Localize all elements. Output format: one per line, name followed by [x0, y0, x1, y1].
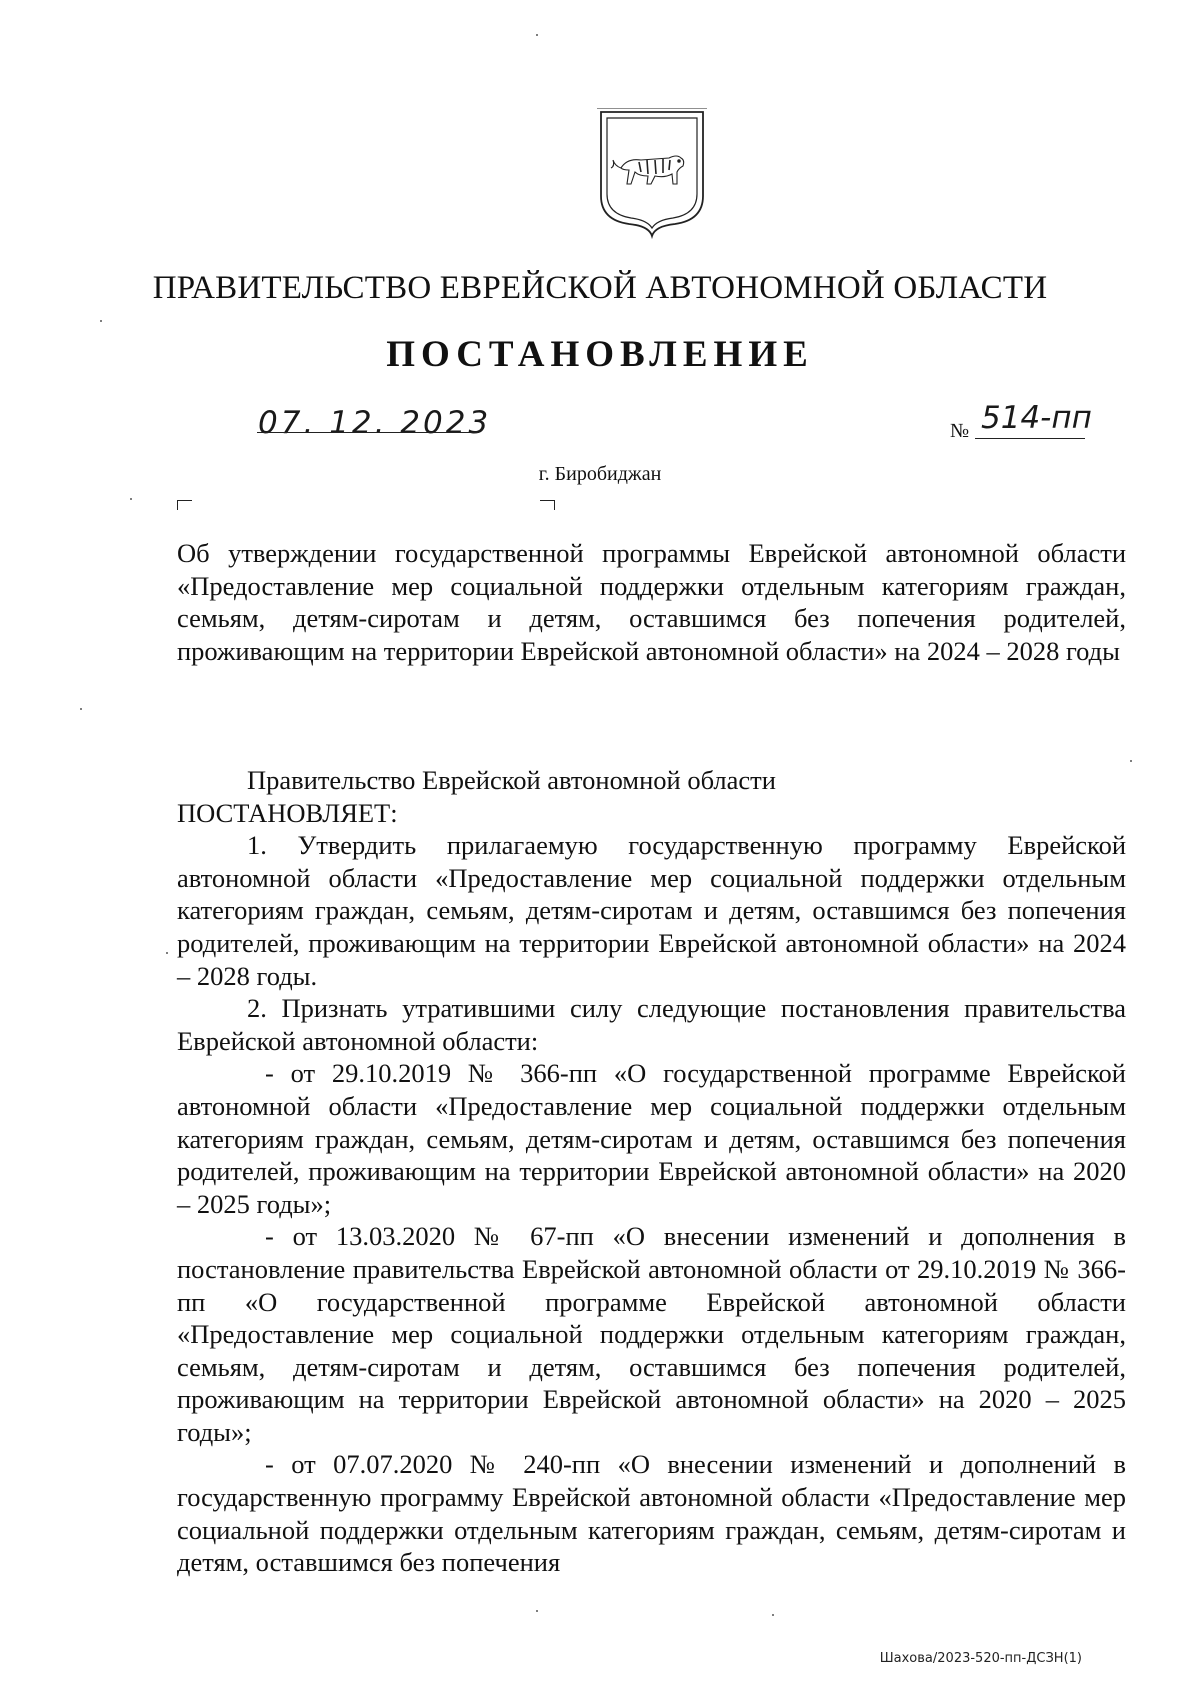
- item-1: 1. Утвердить прилагаемую государственную программу Еврейской автономной области «Предоставление мер социальной поддержки отдельным категориям граждан, семьям, детям-сиротам и детям, оставшимся без попечения родителей, проживающим на территории Еврейской автономной области» на 2024 – 2028 годы.: [177, 830, 1126, 991]
- decree-body: [177, 764, 1126, 1579]
- date-underline: [257, 432, 479, 433]
- title-corner-right: [540, 500, 555, 510]
- number-underline: [975, 438, 1085, 439]
- sub-item-3: - от 07.07.2020 № 240-пп «О внесении изменений и дополнений в государственную программу Еврейской автономной области «Предоставление мер социальной поддержки отдельным категориям граждан, семьям, детям-сиротам и детям, оставшимся без попечения: [177, 1449, 1126, 1578]
- scan-speck: [536, 1610, 538, 1612]
- scan-speck: [130, 498, 132, 500]
- handwritten-number: 514-пп: [981, 400, 1092, 436]
- footer-reference: Шахова/2023-520-пп-ДСЗН(1): [879, 1651, 1082, 1666]
- scan-speck: [100, 320, 102, 322]
- preamble-line-1: Правительство Еврейской автономной области: [247, 765, 776, 795]
- preamble-line-2: ПОСТАНОВЛЯЕТ:: [177, 797, 398, 828]
- coat-of-arms-icon: [593, 108, 711, 240]
- scan-speck: [80, 708, 82, 710]
- scan-speck: [166, 952, 168, 954]
- document-title: Об утверждении государственной программы Еврейской автономной области «Предоставление мер социальной поддержки отдельным категориям граждан, семьям, детям-сиротам и детям, оставшимся без попечения родителей, проживающим на территории Еврейской автономной области» на 2024 – 2028 годы: [177, 538, 1126, 666]
- city-label: г. Биробиджан: [538, 463, 662, 485]
- document-type-heading: ПОСТАНОВЛЕНИЕ: [386, 334, 814, 375]
- sub-item-2: - от 13.03.2020 № 67-пп «О внесении изменений и дополнения в постановление правительства Еврейской автономной области от 29.10.2019 № 366-пп «О государственной программе Еврейской автономной области «Предоставление мер социальной поддержки отдельным категориям граждан, семьям, детям-сиротам и детям, оставшимся без попечения родителей, проживающим на территории Еврейской автономной области» на 2020 – 2025 годы»;: [177, 1221, 1126, 1447]
- sub-item-1: - от 29.10.2019 № 366-пп «О государственной программе Еврейской автономной области «Предоставление мер социальной поддержки отдельным категориям граждан, семьям, детям-сиротам и детям, оставшимся без попечения родителей, проживающим на территории Еврейской автономной области» на 2020 – 2025 годы»;: [177, 1058, 1126, 1219]
- handwritten-date: 07. 12. 2023: [258, 405, 492, 441]
- number-sign: №: [950, 420, 970, 442]
- government-name: ПРАВИТЕЛЬСТВО ЕВРЕЙСКОЙ АВТОНОМНОЙ ОБЛАСТИ: [152, 270, 1048, 306]
- item-2: 2. Признать утратившими силу следующие постановления правительства Еврейской автономной области:: [177, 993, 1126, 1056]
- scan-speck: [772, 1614, 774, 1616]
- scan-speck: [1130, 760, 1132, 762]
- scan-speck: [536, 34, 538, 36]
- title-corner-left: [177, 500, 192, 510]
